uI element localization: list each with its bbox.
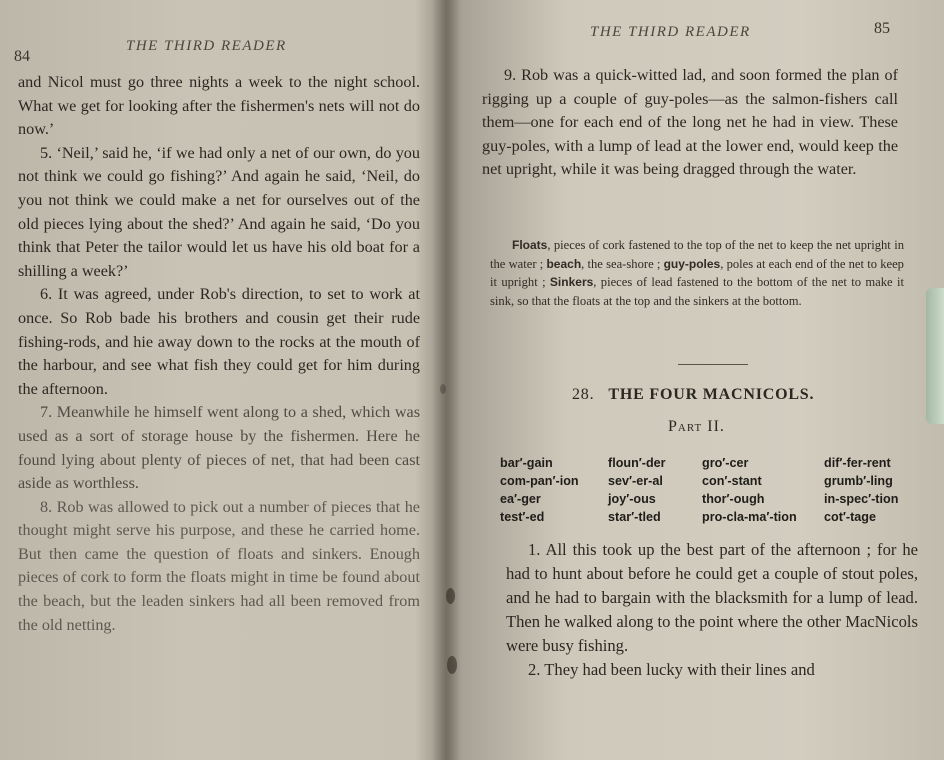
vocab-word: star′-tled bbox=[608, 510, 661, 524]
chapter-heading bbox=[572, 386, 814, 404]
glossary-term-guy-poles: guy-poles bbox=[663, 256, 721, 271]
chapter-title: THE FOUR MACNICOLS. bbox=[608, 386, 815, 403]
part-heading: Part II. bbox=[668, 418, 725, 435]
vocab-word: com-pan′-ion bbox=[500, 474, 579, 488]
paragraph-1: 1. All this took up the best part of the afternoon ; for he had to hunt about before he could get a couple of stout poles, and he had to bargain with the blacksmith for a lump of lead. Then he walked along to the point where the other MacNicols were busy fishing. bbox=[506, 540, 918, 655]
vocab-word: grumb′-ling bbox=[824, 474, 893, 488]
vocabulary-list bbox=[500, 456, 924, 525]
page-stain bbox=[446, 588, 455, 604]
right-body-text-top bbox=[482, 64, 898, 182]
right-body-text-bottom bbox=[506, 538, 918, 682]
left-page bbox=[0, 0, 440, 760]
chapter-number: 28. bbox=[572, 386, 595, 403]
glossary-def-guy-poles: , poles at each end of the net to keep it upright ; bbox=[490, 256, 904, 290]
left-running-title: THE THIRD READER bbox=[126, 38, 287, 54]
right-page-number: 85 bbox=[874, 20, 890, 37]
paragraph-continued: and Nicol must go three nights a week to the night school. What we get for looking after the fishermen's nets will not do now.’ bbox=[18, 73, 420, 139]
vocab-word: pro-cla-ma′-tion bbox=[702, 510, 797, 524]
glossary-term-floats: Floats bbox=[512, 238, 548, 252]
page-stain bbox=[440, 384, 446, 394]
glossary-term-beach: beach bbox=[546, 256, 582, 271]
vocab-word: joy′-ous bbox=[608, 492, 656, 506]
paragraph-6: 6. It was agreed, under Rob's direction, to set to work at once. So Rob bade his brothers and cousin get their rude fishing-rods, and hie away down to the rocks at the mouth of the harbour, and see what fish they could get for him during the afternoon. bbox=[18, 285, 420, 398]
vocab-word: con′-stant bbox=[702, 474, 762, 488]
vocab-word: dif′-fer-rent bbox=[824, 456, 891, 470]
vocab-word: test′-ed bbox=[500, 510, 545, 524]
glossary-note bbox=[490, 236, 904, 310]
right-running-title: THE THIRD READER bbox=[590, 24, 751, 40]
glossary-def-sinkers: , pieces of lead fastened to the bottom of the net to make it sink, so that the floats at the top and the sinkers at the bottom. bbox=[490, 275, 904, 308]
glossary-def-beach: , the sea-shore ; bbox=[581, 256, 664, 271]
paragraph-7: 7. Meanwhile he himself went along to a shed, which was used as a sort of storage house by the fishermen. Here he found lying about plenty of pieces of net, that had been cast aside as worthless. bbox=[18, 403, 420, 493]
glossary-def-floats: , pieces of cork fastened to the top of the net to keep the net upright in the water ; bbox=[490, 238, 904, 271]
section-divider bbox=[678, 364, 748, 365]
page-stain bbox=[447, 656, 457, 674]
paragraph-2: 2. They had been lucky with their lines and bbox=[528, 660, 815, 679]
vocab-word: bar′-gain bbox=[500, 456, 553, 470]
paragraph-8: 8. Rob was allowed to pick out a number of pieces that he thought might serve his purpose, and these he carried home. But then came the question of floats and sinkers. Enough pieces of cork to form the floats might in time be found about the beach, but the leaden sinkers had all been removed from the old netting. bbox=[18, 497, 420, 634]
left-page-number: 84 bbox=[14, 48, 30, 65]
page-tab-marker bbox=[926, 288, 944, 424]
paragraph-9: 9. Rob was a quick-witted lad, and soon formed the plan of rigging up a couple of guy-poles—as the salmon-fishers call them—one for each end of the long net he had in view. These guy-poles, with a lump of lead at the lower end, would keep the net upright, while it was being dragged through the water. bbox=[482, 66, 898, 179]
vocab-word: in-spec′-tion bbox=[824, 492, 899, 506]
left-body-text bbox=[18, 71, 420, 637]
glossary-term-sinkers: Sinkers bbox=[549, 275, 594, 290]
vocab-word: ea′-ger bbox=[500, 492, 541, 506]
vocab-word: thor′-ough bbox=[702, 492, 765, 506]
right-page bbox=[462, 0, 944, 760]
vocab-word: sev′-er-al bbox=[608, 474, 663, 488]
vocab-word: gro′-cer bbox=[702, 456, 749, 470]
paragraph-5: 5. ‘Neil,’ said he, ‘if we had only a net of our own, do you not think we could go fishing?’ And again he said, ‘Neil, do you not think we could make a net for ourselves out of the old pieces lying about the shed?’ And again he said, ‘Do you think that Peter the tailor would let us have his old boat for a shilling a week?’ bbox=[18, 143, 420, 280]
vocab-word: cot′-tage bbox=[824, 510, 876, 524]
vocab-word: floun′-der bbox=[608, 456, 666, 470]
